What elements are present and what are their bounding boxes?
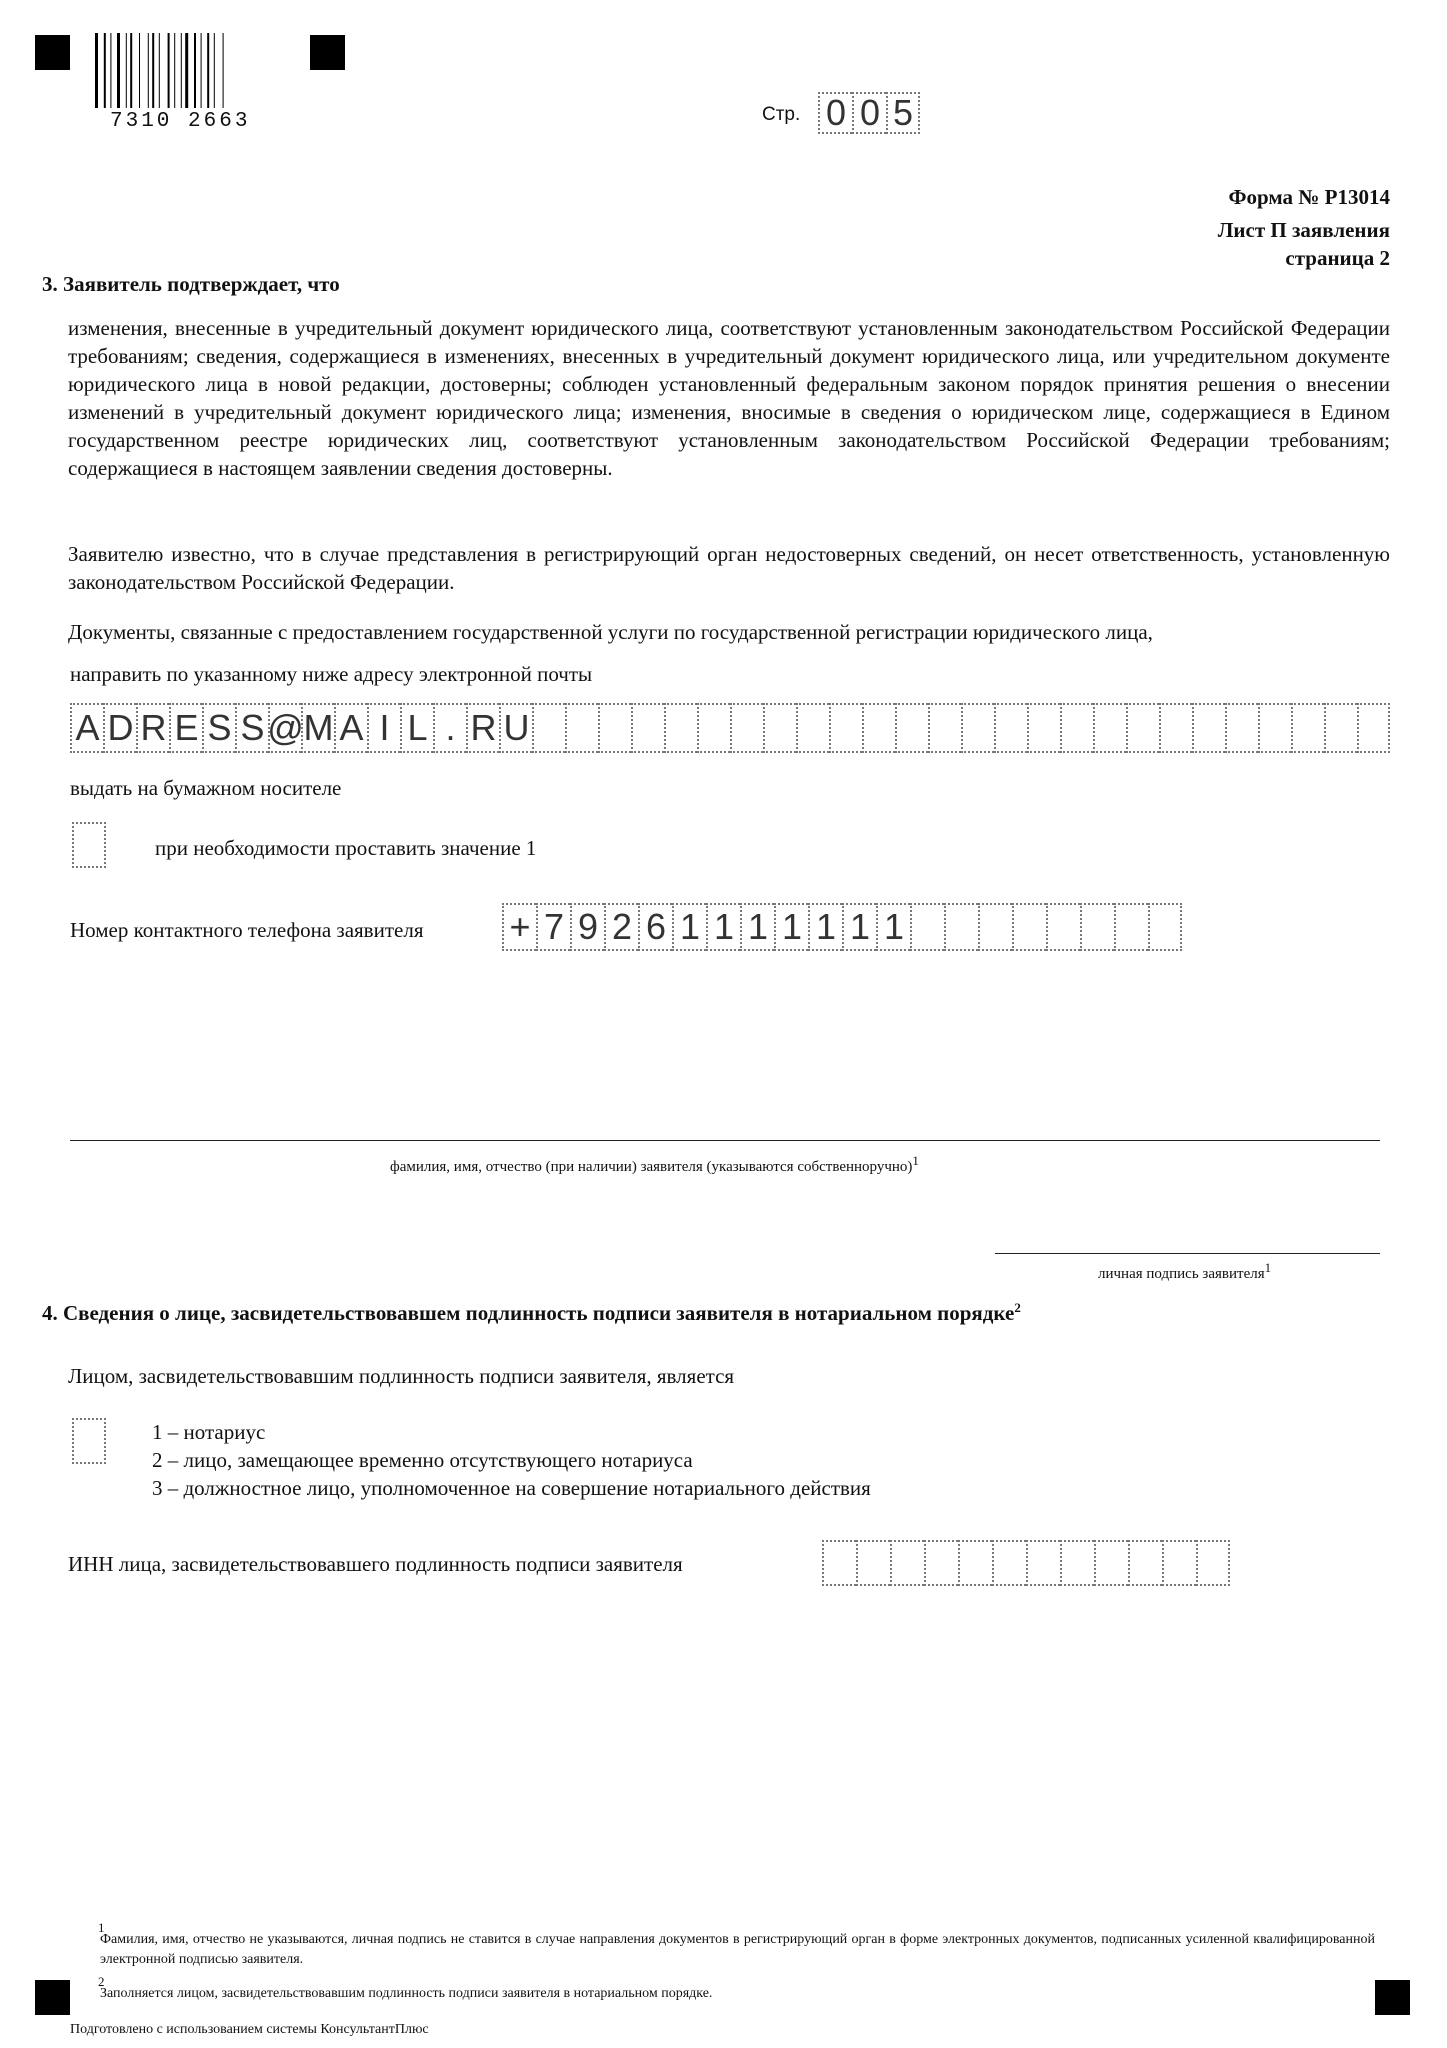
section3-paragraph2: Заявителю известно, что в случае представления в регистрирующий орган недостоверных сведений, он несет ответственность, установленную законодательством Российской Федерации. [68,542,1390,594]
email-char-cell [994,703,1027,753]
section4-lead: Лицом, засвидетельствовавшим подлинность подписи заявителя, является [68,1364,735,1388]
notary-option-1: 1 – нотариус [152,1420,266,1444]
email-char-cell [1258,703,1291,753]
section3-paragraph3: Документы, связанные с предоставлением государственной услуги по государственной регистрации юридического лица, [68,620,1153,644]
email-char-cell [532,703,565,753]
section3-title: 3. Заявитель подтверждает, что [42,272,340,296]
phone-char-cell: 1 [842,903,876,951]
phone-char-cell: 6 [638,903,672,951]
barcode [95,33,285,108]
page-label: Стр. [762,104,801,125]
phone-char-cell: 1 [672,903,706,951]
phone-char-cell [1080,903,1114,951]
email-char-cell: M [301,703,334,753]
email-char-cell: A [334,703,367,753]
inn-char-cell [992,1540,1026,1586]
inn-char-cell [1094,1540,1128,1586]
phone-cells[interactable] [502,903,1182,951]
inn-char-cell [924,1540,958,1586]
email-char-cell [829,703,862,753]
page-digit-cell: 0 [852,92,886,134]
phone-char-cell: 1 [808,903,842,951]
email-char-cell [1159,703,1192,753]
phone-char-cell [1114,903,1148,951]
sheet-page-label: страница 2 [1285,246,1390,270]
footnote-1: 1 Фамилия, имя, отчество не указываются, личная подпись не ставится в случае направления документов в регистрирующий орган в форме электронных документов, подписанных усиленной квалифицированной электронной подписью заявителя. [98,1920,1375,1967]
paper-checkbox[interactable] [72,822,106,868]
email-char-cell: R [466,703,499,753]
paper-hint: при необходимости проставить значение 1 [155,836,537,860]
email-char-cell: L [400,703,433,753]
email-char-cell [862,703,895,753]
email-char-cell [796,703,829,753]
email-char-cell [763,703,796,753]
phone-char-cell [944,903,978,951]
notary-options [152,1418,871,1502]
inn-char-cell [1060,1540,1094,1586]
corner-marker-bottom-right [1375,1980,1410,2015]
fio-caption: фамилия, имя, отчество (при наличии) заявителя (указываются собственноручно)$^1$ [390,1153,919,1175]
signature-line [995,1253,1380,1254]
email-char-cell [1291,703,1324,753]
section3-paragraph1: изменения, внесенные в учредительный документ юридического лица, соответствуют установленным законодательством Российской Федерации требованиям; сведения, содержащиеся в изменениях, внесенных в учредительный документ юридического лица, или учредительном документе юридического лица в новой редакции, достоверны; соблюден установленный федеральным законом порядок принятия решения о внесении изменений в учредительный документ юридического лица; изменения, вносимые в сведения о юридическом лице, содержащиеся в Едином государственном реестре юридических лиц, соответствуют установленным законодательством Российской Федерации требованиям; содержащиеся в настоящем заявлении сведения достоверны. [68,316,1390,480]
phone-char-cell: 1 [774,903,808,951]
paper-check-cell [72,822,106,868]
email-char-cell [1060,703,1093,753]
notary-option-3: 3 – должностное лицо, уполномоченное на совершение нотариального действия [152,1476,871,1500]
email-char-cell [598,703,631,753]
phone-char-cell: 1 [706,903,740,951]
inn-char-cell [958,1540,992,1586]
inn-char-cell [1026,1540,1060,1586]
inn-char-cell [890,1540,924,1586]
email-char-cell: U [499,703,532,753]
page-digit-cell: 0 [818,92,852,134]
email-char-cell [1093,703,1126,753]
email-char-cell [1192,703,1225,753]
phone-char-cell: 2 [604,903,638,951]
phone-char-cell [1046,903,1080,951]
email-char-cell [631,703,664,753]
form-number: Форма № Р13014 [1228,185,1390,209]
email-char-cell: R [136,703,169,753]
email-char-cell: S [235,703,268,753]
notary-type-checkbox[interactable] [72,1418,106,1464]
inn-char-cell [856,1540,890,1586]
email-char-cell [895,703,928,753]
phone-char-cell [1148,903,1182,951]
phone-char-cell: 7 [536,903,570,951]
email-char-cell [1027,703,1060,753]
phone-char-cell [910,903,944,951]
email-char-cell: I [367,703,400,753]
email-char-cell [1126,703,1159,753]
email-char-cell: E [169,703,202,753]
email-char-cell [1324,703,1357,753]
page-number-cells [818,92,920,134]
corner-marker-top-right [310,35,345,70]
notary-check-cell [72,1418,106,1464]
email-cells[interactable] [70,703,1390,753]
email-char-cell [961,703,994,753]
phone-char-cell: + [502,903,536,951]
consultant-note: Подготовлено с использованием системы КонсультантПлюс [70,2022,429,2037]
signature-caption: личная подпись заявителя$^1$ [1098,1260,1272,1282]
corner-marker-top-left [35,35,70,70]
email-char-cell [1357,703,1390,753]
fio-line [70,1140,1380,1141]
email-char-cell [565,703,598,753]
email-char-cell: D [103,703,136,753]
inn-char-cell [822,1540,856,1586]
email-char-cell [730,703,763,753]
email-char-cell [1225,703,1258,753]
email-char-cell: @ [268,703,301,753]
footnote-2-marker: 2 [98,1974,105,1989]
page-digit-cell: 5 [886,92,920,134]
phone-char-cell [978,903,1012,951]
email-char-cell [928,703,961,753]
inn-char-cell [1128,1540,1162,1586]
footnote-1-marker: 1 [98,1920,105,1935]
email-label: направить по указанному ниже адресу электронной почты [70,662,593,686]
email-char-cell: A [70,703,103,753]
phone-char-cell: 1 [740,903,774,951]
notary-option-2: 2 – лицо, замещающее временно отсутствующего нотариуса [152,1448,693,1472]
inn-cells[interactable] [822,1540,1230,1586]
email-char-cell: . [433,703,466,753]
phone-char-cell [1012,903,1046,951]
phone-char-cell: 1 [876,903,910,951]
barcode-number: 7310 2663 [110,110,251,133]
phone-label: Номер контактного телефона заявителя [70,918,424,942]
sheet-label: Лист П заявления [1217,218,1390,242]
inn-char-cell [1196,1540,1230,1586]
inn-char-cell [1162,1540,1196,1586]
corner-marker-bottom-left [35,1980,70,2015]
paper-label: выдать на бумажном носителе [70,776,342,800]
email-char-cell: S [202,703,235,753]
email-char-cell [664,703,697,753]
inn-label: ИНН лица, засвидетельствовавшего подлинность подписи заявителя [68,1552,683,1576]
footnote-2: 2 Заполняется лицом, засвидетельствовавшим подлинность подписи заявителя в нотариальном порядке. [98,1974,713,2001]
phone-char-cell: 9 [570,903,604,951]
email-char-cell [697,703,730,753]
section4-title: 4. Сведения о лице, засвидетельствовавшем подлинность подписи заявителя в нотариальном порядке$^2$ [42,1300,1021,1325]
